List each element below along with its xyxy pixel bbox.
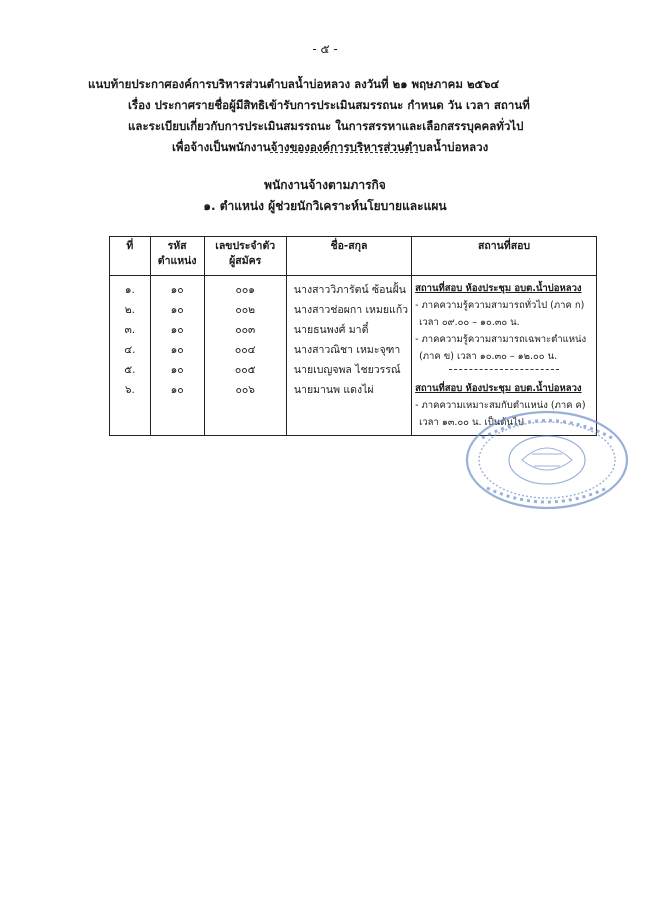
cell-no: ๔. [124,344,136,356]
column-code [150,276,204,436]
venue-time-3: เวลา ๑๓.๐๐ น. เป็นต้นไป [419,417,524,428]
header-line-4: เพื่อจ้างเป็นพนักงานจ้างขององค์การบริหารส่วนตำบลน้ำบ่อหลวง [172,140,489,154]
cell-name: นายเบญจพล ไชยวรรณ์ [293,364,401,376]
cell-applicant-id: ๐๐๓ [235,324,256,336]
cell-code: ๑๐ [170,344,184,356]
cell-name: นางสาวณิชา เหมะจุฑา [293,344,401,356]
cell-code: ๑๐ [170,284,184,296]
header-line-1: แนบท้ายประกาศองค์การบริหารส่วนตำบลน้ำบ่อหลวง ลงวันที่ ๒๑ พฤษภาคม ๒๕๖๔ [88,77,500,91]
stamp-seal-icon [462,408,632,513]
venue-item-1: - ภาคความรู้ความสามารถทั่วไป (ภาค ก) [415,300,585,311]
header-applicant-id [204,237,286,276]
section-title: พนักงานจ้างตามภารกิจ [264,178,386,192]
venue-title-1: สถานที่สอบ ห้องประชุม อบต.น้ำบ่อหลวง [415,283,582,294]
cell-applicant-id: ๐๐๕ [234,364,256,376]
table-header-row [110,237,597,276]
column-applicant-id [204,276,286,436]
cell-applicant-id: ๐๐๒ [235,304,256,316]
cell-code: ๑๐ [170,324,184,336]
venue-title-2: สถานที่สอบ ห้องประชุม อบต.น้ำบ่อหลวง [415,383,582,394]
cell-name: นางสาววิภารัตน์ ซ้อนฝั้น [293,284,406,296]
position-title: ๑. ตำแหน่ง ผู้ช่วยนักวิเคราะห์นโยบายและแผน [203,199,447,213]
header-line-2: เรื่อง ประกาศรายชื่อผู้มีสิทธิเข้ารับการประเมินสมรรถนะ กำหนด วัน เวลา สถานที่ [128,98,530,112]
venue-time-1: เวลา ๐๙.๐๐ – ๑๐.๓๐ น. [419,317,520,328]
cell-applicant-id: ๐๐๑ [235,284,255,296]
document-header [88,74,588,158]
cell-code: ๑๐ [170,384,184,396]
header-position-code [150,237,204,276]
cell-name: นายธนพงศ์ มาตี๋ [293,324,369,336]
venue-time-2: (ภาค ข) เวลา ๑๐.๓๐ – ๑๒.๐๐ น. [419,351,558,362]
cell-no: ๕. [124,364,136,376]
header-line-3: และระเบียบเกี่ยวกับการประเมินสมรรถนะ ในการสรรหาและเลือกสรรบุคคลทั่วไป [128,119,524,133]
header-id-line2: ผู้สมัคร [229,255,262,267]
venue-item-3: - ภาคความเหมาะสมกับตำแหน่ง (ภาค ค) [415,400,586,411]
header-venue: สถานที่สอบ [412,237,597,276]
header-divider [270,152,418,153]
cell-no: ๓. [124,324,136,336]
venue-divider [449,369,559,376]
header-code-line1: รหัส [167,240,187,252]
candidates-table [109,236,597,436]
cell-code: ๑๐ [170,304,184,316]
cell-no: ๒. [124,304,135,316]
cell-name: นายมานพ แดงไผ่ [293,384,374,396]
header-code-line2: ตำแหน่ง [157,255,197,267]
header-name: ชื่อ-สกุล [286,237,411,276]
cell-code: ๑๐ [170,364,184,376]
column-no [110,276,151,436]
header-id-line1: เลขประจำตัว [215,240,276,252]
page-number: - ๕ - [312,42,338,56]
header-no: ที่ [110,237,151,276]
cell-no: ๑. [124,284,135,296]
cell-applicant-id: ๐๐๔ [234,344,256,356]
cell-no: ๖. [124,384,135,396]
cell-applicant-id: ๐๐๖ [235,384,255,396]
column-name [286,276,411,436]
cell-name: นางสาวช่อผกา เหมยแก้ว [293,304,409,316]
official-stamp [462,408,632,513]
venue-item-2: - ภาคความรู้ความสามารถเฉพาะตำแหน่ง [415,334,587,345]
